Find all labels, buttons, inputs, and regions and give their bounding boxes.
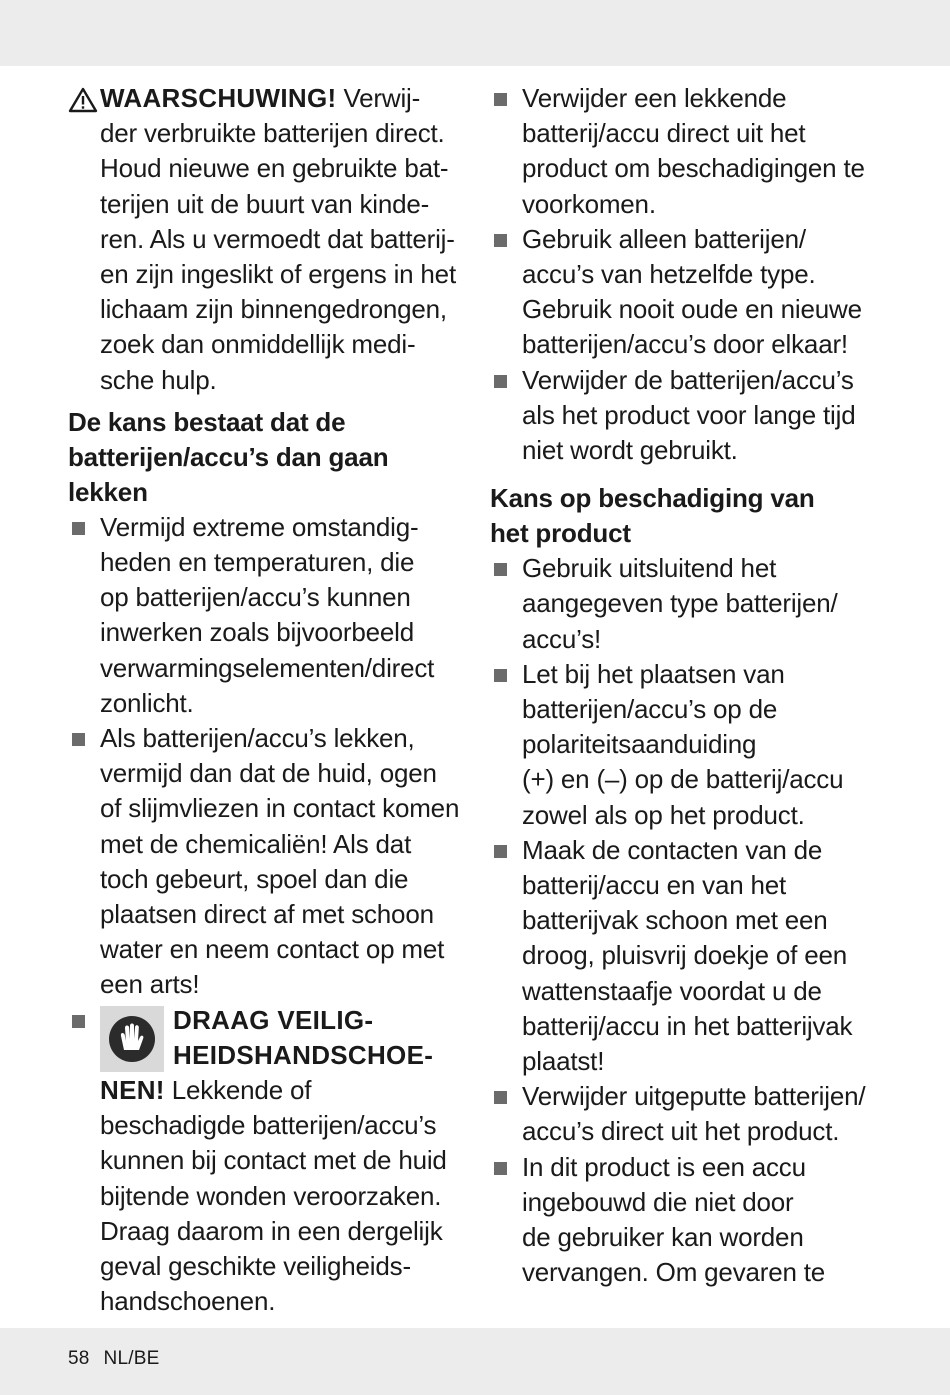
- warning-line: Verwij-: [336, 83, 421, 113]
- bullet-square: [494, 1162, 507, 1175]
- gloves-text: Lekkende of: [164, 1075, 312, 1106]
- bullet-square: [494, 234, 507, 247]
- warning-block: [68, 81, 468, 398]
- section-heading-damage: Kans op beschadiging van het product: [490, 483, 815, 549]
- top-band: [0, 0, 950, 66]
- bullet-square: [494, 669, 507, 682]
- bullet-square: [72, 522, 85, 535]
- right-column: [490, 81, 890, 1291]
- bullet-square: [494, 845, 507, 858]
- list-item: Gebruik uitsluitend het aangegeven type batterijen/ accu’s!: [490, 551, 890, 657]
- gloves-keyword: NEN!: [100, 1075, 165, 1106]
- warning-line: der verbruikte batterijen direct.: [100, 118, 445, 149]
- gloves-keyword: DRAAG VEILIG-: [173, 1004, 374, 1035]
- list-item: Verwijder de batterijen/accu’s als het product voor lange tijd niet wordt gebruikt.: [490, 363, 890, 469]
- section-heading-leaking: De kans bestaat dat de batterijen/accu’s dan gaan lekken: [68, 406, 389, 507]
- language-code: NL/BE: [103, 1348, 160, 1369]
- warning-line: lichaam zijn binnengedrongen,: [100, 294, 447, 325]
- warning-line: terijen uit de buurt van kinde-: [100, 188, 430, 219]
- list-item: Vermijd extreme omstandig- heden en temperaturen, die op batterijen/accu’s kunnen inwerken zoals bijvoorbeeld verwarmingselementen/direct zonlicht.: [68, 510, 468, 721]
- bullet-square: [494, 375, 507, 388]
- warning-line: en zijn ingeslikt of ergens in het: [100, 259, 456, 290]
- bullet-square: [72, 1015, 85, 1028]
- list-item: Verwijder uitgeputte batterijen/ accu’s direct uit het product.: [490, 1079, 890, 1149]
- bullet-square: [494, 93, 507, 106]
- warning-line: Houd nieuwe en gebruikte bat-: [100, 153, 449, 184]
- warning-line: zoek dan onmiddellijk medi-: [100, 329, 416, 360]
- warning-keyword: WAARSCHUWING!: [100, 83, 337, 113]
- left-column: [68, 81, 468, 1320]
- list-item: In dit product is een accu ingebouwd die niet door de gebruiker kan worden vervangen. Om gevaren te: [490, 1150, 890, 1291]
- list-item: Als batterijen/accu’s lekken, vermijd dan dat de huid, ogen of slijmvliezen in contact komen met de chemicaliën! Als dat toch gebeurt, spoel dan die plaatsen direct af met schoon water en neem contact op met een arts!: [68, 721, 468, 1003]
- list-item: Maak de contacten van de batterij/accu en van het batterijvak schoon met een droog, pluisvrij doekje of een wattenstaafje voordat u de batterij/accu in het batterijvak plaatst!: [490, 833, 890, 1079]
- list-item: Let bij het plaatsen van batterijen/accu’s op de polariteitsaanduiding (+) en (–) op de batterij/accu zowel als op het product.: [490, 657, 890, 833]
- page-footer: [68, 1348, 173, 1370]
- warning-triangle-icon: [68, 87, 98, 113]
- protective-gloves-icon: [100, 1006, 164, 1072]
- bullet-square: [494, 563, 507, 576]
- warning-line: sche hulp.: [100, 364, 217, 395]
- list-item: Verwijder een lekkende batterij/accu direct uit het product om beschadigingen te voorkomen.: [490, 81, 890, 222]
- list-item: Gebruik alleen batterijen/ accu’s van hetzelfde type. Gebruik nooit oude en nieuwe batterijen/accu’s door elkaar!: [490, 222, 890, 363]
- gloves-warning-item: DRAAG VEILIG- HEIDSHANDSCHOE- NEN! Lekkende of beschadigde batterijen/accu’s kunnen bij contact met de huid bijtende wonden veroorzaken. Draag daarom in een dergelijk geval geschikte veiligheids- handschoenen.: [68, 1003, 468, 1320]
- warning-line: ren. Als u vermoedt dat batterij-: [100, 223, 455, 254]
- gloves-keyword: HEIDSHANDSCHOE-: [173, 1039, 434, 1070]
- bullet-square: [72, 733, 85, 746]
- bullet-square: [494, 1091, 507, 1104]
- page-number: 58: [68, 1348, 90, 1369]
